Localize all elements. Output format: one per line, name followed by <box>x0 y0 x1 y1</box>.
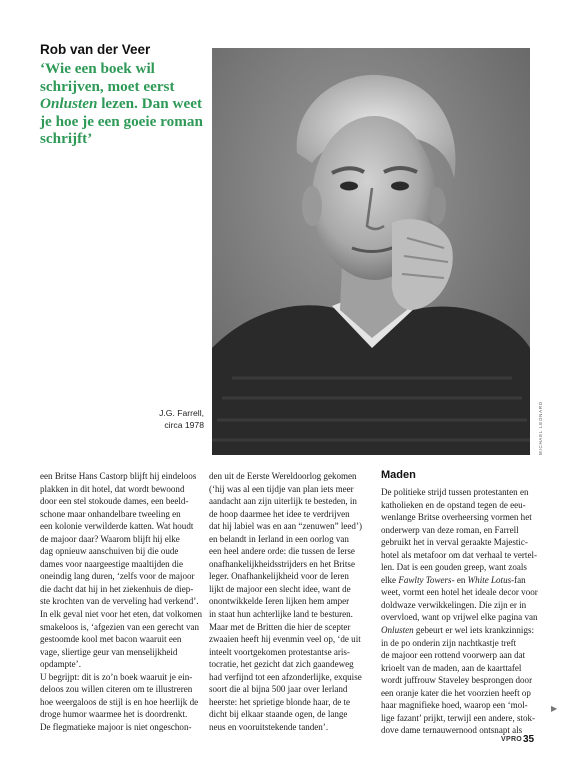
text-line: soort die al bijna 500 jaar over Ierland <box>209 684 348 695</box>
text-line: den uit de Eerste Wereldoorlog gekomen <box>209 471 357 481</box>
author-name: Rob van der Veer <box>40 42 151 57</box>
text-line: gestoomde kool met bacon waaruit een <box>40 634 182 645</box>
text-line: Onlusten gebeurt er wel iets krankzinnigs: <box>381 625 535 636</box>
text-line: wordt juffrouw Staveley besprongen door <box>381 675 533 686</box>
caption-name: J.G. Farrell, <box>159 408 204 418</box>
text-line: en belandt in Ierland in een oorlog van <box>209 533 349 544</box>
text-line: vage, sliertige geur van menselijkheid <box>40 646 178 657</box>
text-line: lige fazant’ prijkt, terwijl een andere, stok- <box>381 712 536 723</box>
text-line: opdampte’. <box>40 659 81 670</box>
text-line: hotel als metafoor om dat verhaal te vertel- <box>381 549 537 560</box>
page-number: 35 <box>523 734 535 745</box>
text-line: in staat hun achterlijke land te besturen. <box>209 609 353 620</box>
caption-date: circa 1978 <box>164 419 204 430</box>
text-line: inteelt voortgekomen protestantse aris- <box>209 646 350 657</box>
text-line: droge humor waarmee het is doordrenkt. <box>40 709 188 720</box>
text-line: neus en vooruitstekende tanden’. <box>209 721 329 732</box>
body-column-3 <box>381 486 539 737</box>
text-line: krioelt van de maden, aan de kaarttafel <box>381 662 522 673</box>
text-line: door een stel stokoude dames, een beeld- <box>40 496 189 507</box>
text-line: tocratie, het gezicht dat zich gaandeweg <box>209 659 354 670</box>
text-line: In elk geval niet voor het eten, dat volkomen <box>40 609 203 620</box>
text-line: onafhankelijkheidsstrijders en het Britse <box>209 558 355 569</box>
text-line: plakken in dit hotel, dat wordt bewoond <box>40 483 185 494</box>
text-line: katholieken en de opstand tegen de eeu- <box>381 499 526 510</box>
text-line: De flegmatieke majoor is niet ongeschon- <box>40 721 192 732</box>
text-line: hoe weergaloos de stijl is en hoe heerlijk de <box>40 696 199 707</box>
text-line: dove dame ternauwernood ontsnapt als <box>381 725 523 736</box>
photo-credit-text: MICHAEL LEONARD <box>538 401 543 455</box>
author-portrait-photo <box>212 48 530 455</box>
text-line: een Britse Hans Castorp blijft hij eindeloos <box>40 471 197 481</box>
text-line: haar magnifieke hoed, waarop een ‘mol- <box>381 700 528 711</box>
text-line: (‘hij was al een tijdje van plan iets meer <box>209 483 354 494</box>
text-line: lijkt de majoor een slecht idee, want de <box>209 583 351 594</box>
text-line: een oranje kater die het voorzien heeft op <box>381 687 531 698</box>
text-line: zwaaien heeft hij evenmin veel op, ‘de uit <box>209 634 361 645</box>
text-line: dames voor naargeestige maaltijden die <box>40 558 184 569</box>
pull-quote <box>40 60 210 148</box>
text-line: U begrijpt: dit is zo’n boek waaruit je ein- <box>40 671 193 682</box>
pull-quote-book-title: Onlusten <box>40 95 98 113</box>
text-line: een kolonie verwilderde katten. Wat houdt <box>40 521 194 532</box>
portrait-image <box>212 48 530 455</box>
text-line: had verfijnd tot een afzonderlijke, exquise <box>209 671 362 682</box>
text-line: Maar met de Britten die hier de scepter <box>209 621 351 632</box>
section-heading-maden: Maden <box>381 469 416 481</box>
text-line: gebruikt het in verval geraakte Majestic- <box>381 537 528 548</box>
text-line: dat hij labiel was en aan “zenuwen” leed’) <box>209 521 362 532</box>
pull-quote-part2: lezen. Dan weet je hoe je een goeie roman schrijft’ <box>40 95 203 148</box>
text-line: elke Fawlty Towers- en White Lotus-fan <box>381 574 526 585</box>
text-line: weet, vormt een hotel het ideale decor voor <box>381 587 538 598</box>
text-line: de majoor een rottend voorwerp aan dat <box>381 650 526 661</box>
text-line: oneindig lang duren, ‘zelfs voor de majoor <box>40 571 195 582</box>
text-line: len. Dat is een gouden greep, want zoals <box>381 562 527 573</box>
text-line: dicht bij elkaar staande ogen, de lange <box>209 709 348 720</box>
text-line: wenlange Britse overheersing vormen het <box>381 512 532 523</box>
continue-arrow-icon: ▶ <box>551 704 558 713</box>
text-line: de majoor daar? Waarom blijft hij elke <box>40 533 180 544</box>
text-line: onontwikkelde Ieren lijken hem amper <box>209 596 350 607</box>
text-line: leger. Onafhankelijkheid voor de Ieren <box>209 571 349 582</box>
text-line: in de po onderin zijn nachtkastje treft <box>381 637 517 648</box>
photo-caption <box>120 408 204 431</box>
magazine-logo: VPRO <box>501 736 523 743</box>
text-line: ste krochten van de verveling had verkend’. <box>40 596 199 607</box>
text-line: dag opnieuw aanschuiven bij die oude <box>40 546 179 557</box>
text-line: De politieke strijd tussen protestanten en <box>381 487 529 497</box>
pull-quote-part1: ‘Wie een boek wil schrijven, moet eerst <box>40 60 175 95</box>
text-line: aandacht aan zijn uiterlijk te besteden, in <box>209 496 357 507</box>
text-line: deloos zou willen citeren om te illustreren <box>40 684 193 695</box>
body-column-1 <box>40 470 203 733</box>
text-line: smakeloos is, ‘afgezien van een gerecht van <box>40 621 200 632</box>
text-line: overvloed, want op vrijwel elke pagina van <box>381 612 538 623</box>
body-column-2 <box>209 470 367 733</box>
text-line: een heel andere orde: die tussen de Ierse <box>209 546 355 557</box>
text-line: schone maar onhandelbare tweeling en <box>40 508 181 519</box>
photo-credit <box>531 395 543 455</box>
text-line: heerste: het sprietige blonde haar, de te <box>209 696 351 707</box>
text-line: die dacht dat hij in het ziekenhuis de diep- <box>40 583 194 594</box>
text-line: de hoop daarmee het idee te verdrijven <box>209 508 350 519</box>
text-line: onderwerp van deze roman, en Farrell <box>381 524 519 535</box>
text-line: doldwaze verwikkelingen. Die zijn er in <box>381 599 527 610</box>
